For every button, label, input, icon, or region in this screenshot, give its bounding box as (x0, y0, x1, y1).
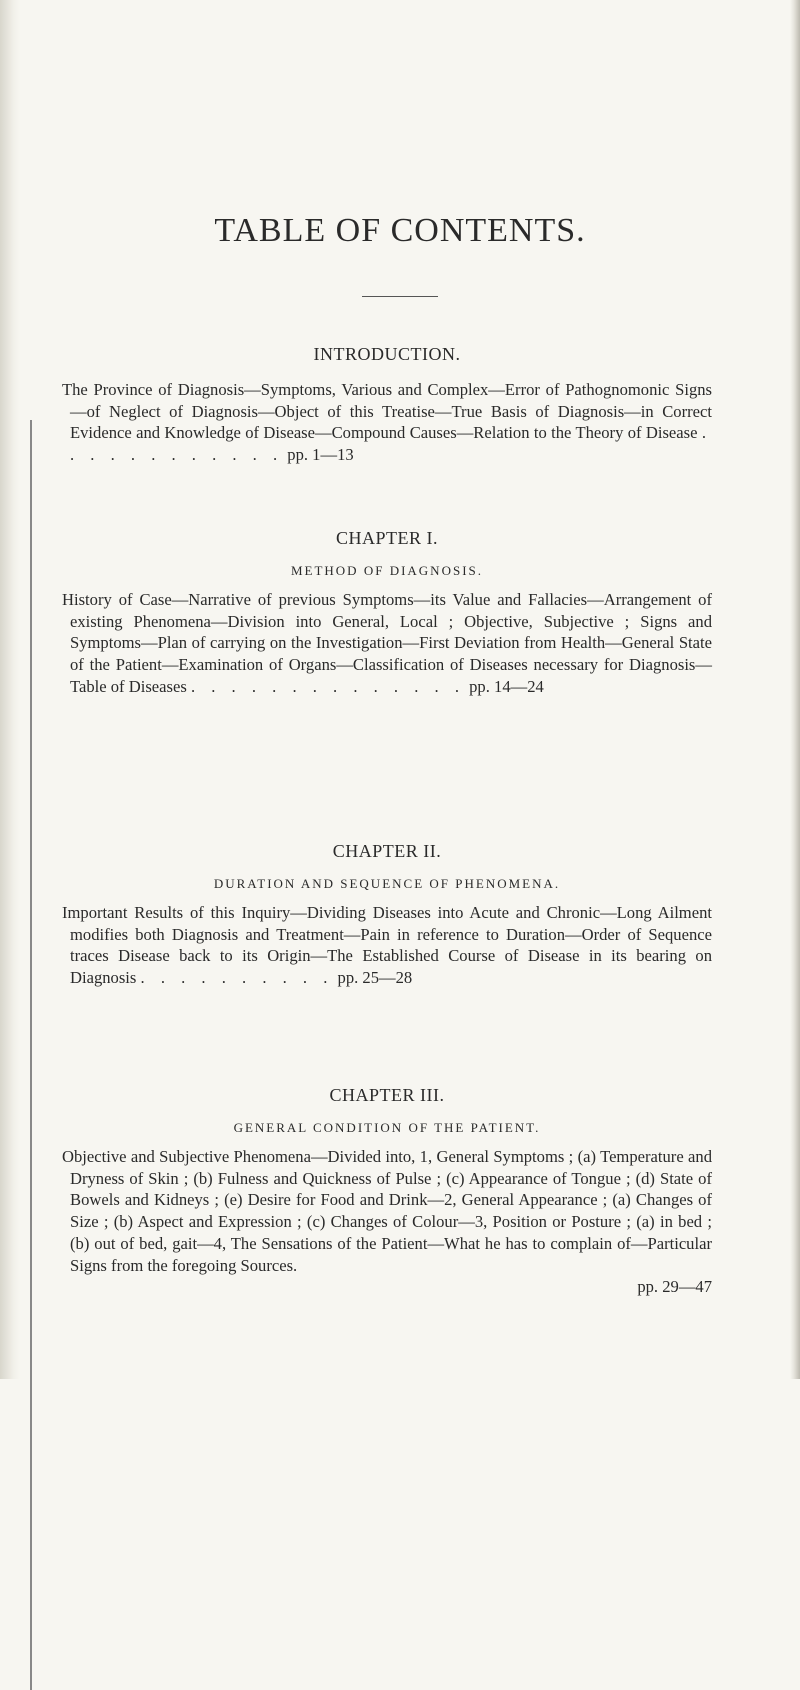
section-heading: CHAPTER I. (335, 528, 438, 548)
title-divider (362, 296, 438, 297)
section-heading: INTRODUCTION. (313, 344, 461, 364)
section-body (62, 902, 712, 989)
section-text: Objective and Subjective Phenomena—Divided into, 1, General Symptoms ; (a) Temperature and Dryness of Skin ; (b) Fulness and Quickness of Pulse ; (c) Appearance of Tongue ; (d) State of Bowels and Kidneys ; (e) Desire for Food and Drink—2, General Appearance ; (a) Changes of Size ; (b) Aspect and Expression ; (c) Changes of Colour—3, Position or Posture ; (a) in bed ; (b) out of bed, gait—4, The Sensations of the Patient—What he has to complain of—Particular Signs from the foregoing Sources. (62, 1147, 712, 1275)
section-body (62, 379, 712, 466)
page-range: pp. 29—47 (637, 1277, 712, 1297)
section-text: Important Results of this Inquiry—Dividing Diseases into Acute and Chronic—Long Ailment modifies both Diagnosis and Treatment—Pain in reference to Duration—Order of Sequence traces Disease back to its Origin—The Established Course of Disease in its bearing on Diagnosis (62, 903, 712, 988)
section-subheading: DURATION AND SEQUENCE OF PHENOMENA. (213, 876, 561, 891)
margin-rule (30, 420, 32, 1690)
section-text: The Province of Diagnosis—Symptoms, Various and Complex—Error of Pathognomonic Signs—of Neglect of Diagnosis—Object of this Treatise—True Basis of Diagnosis—in Correct Evidence and Knowledge of Disease—Compound Causes—Relation to the Theory of Disease (62, 380, 712, 443)
page-range: pp. 14—24 (469, 676, 544, 696)
section-body (62, 589, 712, 698)
section-introduction (62, 344, 712, 466)
section-heading: CHAPTER II. (332, 841, 442, 861)
section-body (62, 1146, 712, 1298)
section-text: History of Case—Narrative of previous Symptoms—its Value and Fallacies—Arrangement of existing Phenomena—Division into General, Local ; Objective, Subjective ; Signs and Symptoms—Plan of carrying on the Investigation—First Deviation from Health—General State of the Patient—Examination of Organs—Classification of Diseases necessary for Diagnosis—Table of Diseases (62, 590, 712, 696)
leader-dots: . . . . . . . . . . (140, 968, 334, 988)
page-title: TABLE OF CONTENTS. (214, 212, 586, 249)
leader-dots: . . . . . . . . . . . . (70, 423, 713, 465)
section-chapter-3 (62, 1085, 712, 1298)
section-heading: CHAPTER III. (329, 1085, 445, 1105)
section-subheading: GENERAL CONDITION OF THE PATIENT. (233, 1120, 541, 1135)
section-chapter-1 (62, 528, 712, 698)
leader-dots: . . . . . . . . . . . . . . (190, 676, 465, 696)
page-edge-right (790, 0, 800, 1379)
page-range: pp. 25—28 (337, 968, 413, 988)
page-range: pp. 1—13 (287, 445, 354, 465)
section-chapter-2 (62, 841, 712, 989)
section-subheading: METHOD OF DIAGNOSIS. (290, 563, 484, 578)
page-edge-left (0, 0, 20, 1379)
